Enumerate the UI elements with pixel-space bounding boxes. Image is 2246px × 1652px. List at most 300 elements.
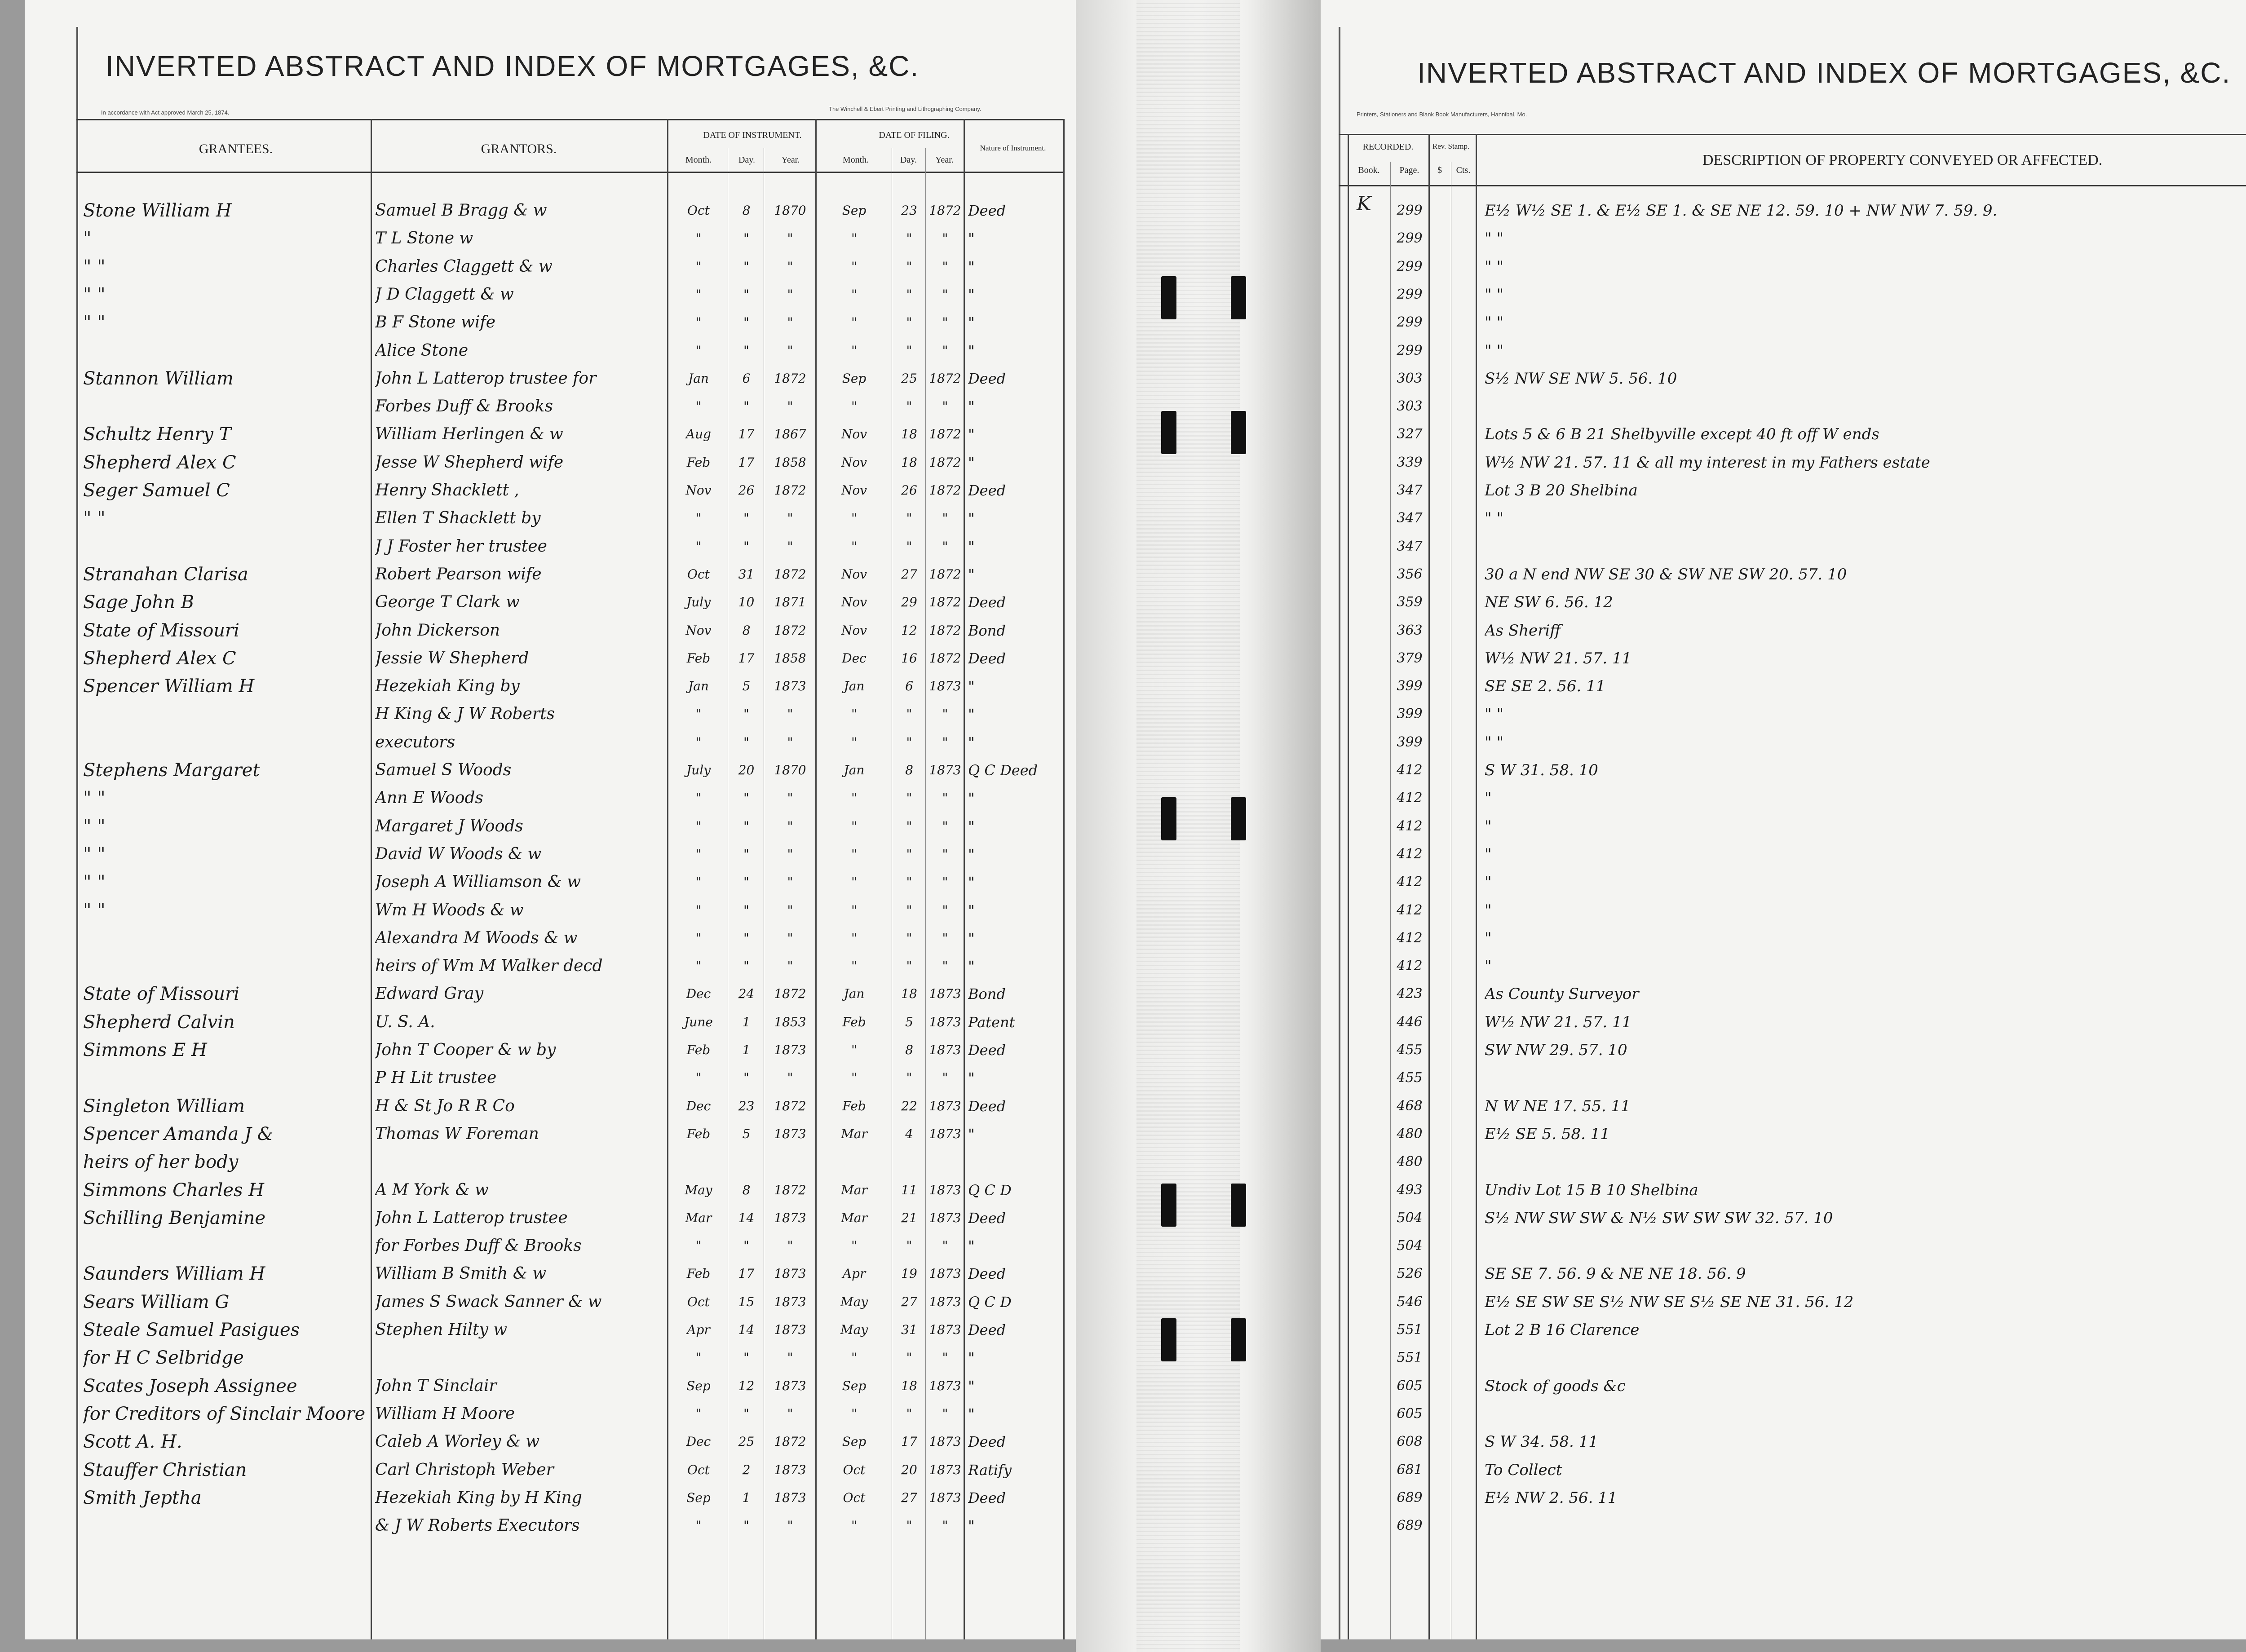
- grantor-cell: John T Sinclair: [375, 1377, 497, 1395]
- year-heading: Year.: [935, 155, 954, 165]
- property-description-cell: [1485, 1512, 2246, 1540]
- grantee-cell: Sears William G: [83, 1292, 230, 1312]
- filing-month-cell: [817, 1148, 892, 1176]
- property-description-cell: NE SW 6. 56. 12: [1485, 593, 1613, 611]
- instrument-year-cell: 1872: [774, 986, 806, 1001]
- grantor-cell: Samuel B Bragg & w: [375, 201, 547, 220]
- nature-cell: ": [968, 510, 975, 527]
- instrument-day-cell: 5: [742, 1126, 751, 1141]
- property-description-cell: [1485, 393, 2246, 420]
- page-number-cell: 299: [1397, 314, 1423, 330]
- filing-day-cell: 27: [901, 1294, 917, 1309]
- instrument-month-cell: ": [695, 931, 702, 945]
- month-heading: Month.: [842, 155, 869, 165]
- instrument-day-cell: 2: [742, 1462, 751, 1477]
- filing-year-cell: ": [942, 1070, 948, 1085]
- page-number-cell: 551: [1397, 1322, 1423, 1338]
- filing-month-cell: May: [840, 1322, 868, 1337]
- filing-day-cell: ": [906, 1238, 912, 1253]
- filing-day-cell: 31: [901, 1322, 917, 1337]
- page-number-cell: 299: [1397, 343, 1423, 358]
- instrument-day-cell: ": [743, 903, 749, 918]
- instrument-month-cell: Feb: [686, 651, 711, 666]
- filing-month-cell: Apr: [842, 1266, 866, 1281]
- nature-cell: Deed: [968, 202, 1006, 219]
- instrument-day-cell: ": [743, 707, 749, 721]
- grantee-cell: Steale Samuel Pasigues: [83, 1320, 300, 1340]
- filing-day-cell: 8: [905, 763, 913, 777]
- instrument-day-cell: ": [743, 343, 749, 358]
- grantor-cell: Ann E Woods: [375, 789, 483, 807]
- filing-year-cell: ": [942, 1518, 948, 1533]
- grantee-cell: [83, 393, 371, 420]
- page-number-cell: 493: [1397, 1182, 1423, 1198]
- filing-day-cell: 22: [901, 1099, 917, 1113]
- instrument-month-cell: July: [686, 595, 711, 610]
- instrument-month-cell: ": [695, 259, 702, 274]
- filing-month-cell: Nov: [841, 567, 867, 582]
- page-number-cell: 412: [1397, 846, 1423, 862]
- filing-month-cell: Jan: [844, 986, 865, 1001]
- instrument-month-cell: Jan: [688, 371, 709, 386]
- filing-year-cell: 1872: [929, 651, 961, 666]
- nature-cell: ": [968, 706, 975, 723]
- instrument-year-cell: 1873: [774, 1462, 806, 1477]
- filing-year-cell: 1873: [929, 679, 961, 693]
- filing-day-cell: ": [906, 511, 912, 526]
- property-description-cell: ": [1485, 957, 1492, 975]
- page-number-cell: 504: [1397, 1238, 1423, 1254]
- grantor-cell: William H Moore: [375, 1405, 515, 1423]
- instrument-day-cell: ": [743, 1350, 749, 1365]
- page-number-cell: 299: [1397, 203, 1423, 218]
- grantee-cell: " ": [83, 312, 106, 333]
- filing-month-cell: Feb: [842, 1099, 866, 1113]
- filing-year-cell: 1873: [929, 1183, 961, 1197]
- page-number-cell: 480: [1397, 1126, 1423, 1142]
- page-number-cell: 347: [1397, 539, 1423, 554]
- filing-day-cell: 12: [901, 623, 917, 638]
- filing-day-cell: 17: [901, 1434, 917, 1449]
- page-number-cell: 412: [1397, 958, 1423, 974]
- instrument-year-cell: 1858: [774, 651, 806, 666]
- nature-cell: ": [968, 398, 975, 415]
- filing-day-cell: ": [906, 287, 912, 302]
- instrument-month-cell: ": [695, 315, 702, 330]
- page-number-cell: 608: [1397, 1434, 1423, 1449]
- filing-month-cell: ": [851, 343, 857, 358]
- instrument-month-cell: ": [695, 231, 702, 246]
- instrument-month-cell: ": [695, 1350, 702, 1365]
- instrument-year-cell: ": [787, 707, 793, 721]
- grantee-cell: [83, 729, 371, 756]
- binder-hole: [1231, 1318, 1246, 1361]
- instrument-day-cell: ": [743, 231, 749, 246]
- year-heading: Year.: [781, 155, 800, 165]
- filing-month-cell: ": [851, 707, 857, 721]
- instrument-month-cell: Oct: [687, 567, 710, 582]
- nature-cell: Deed: [968, 1433, 1006, 1450]
- grantee-cell: " ": [83, 284, 106, 305]
- instrument-day-cell: 26: [738, 483, 755, 498]
- page-edges: [1136, 0, 1240, 1652]
- grantor-cell: David W Woods & w: [375, 845, 542, 863]
- filing-day-cell: 19: [901, 1266, 917, 1281]
- grantee-cell: [83, 1512, 371, 1540]
- instrument-month-cell: ": [695, 819, 702, 834]
- instrument-year-cell: 1873: [774, 1210, 806, 1225]
- description-heading: DESCRIPTION OF PROPERTY CONVEYED OR AFFECTED.: [1702, 152, 2103, 168]
- filing-month-cell: ": [851, 847, 857, 861]
- nature-heading: Nature of Instrument.: [980, 144, 1046, 152]
- imprint-left: Printers, Stationers and Blank Book Manufacturers, Hannibal, Mo.: [1357, 111, 1527, 118]
- instrument-month-cell: Sep: [686, 1490, 711, 1505]
- header-top-rule: [76, 119, 1065, 120]
- nature-cell: ": [968, 734, 975, 751]
- filing-month-cell: Sep: [842, 1378, 867, 1393]
- instrument-day-cell: ": [743, 1518, 749, 1533]
- instrument-month-cell: Jan: [688, 679, 709, 693]
- instrument-month-cell: ": [695, 287, 702, 302]
- filing-month-cell: Feb: [842, 1015, 866, 1029]
- instrument-year-cell: ": [787, 399, 793, 414]
- instrument-year-cell: ": [787, 875, 793, 889]
- nature-cell: ": [968, 230, 975, 247]
- grantee-cell: " ": [83, 788, 106, 808]
- filing-day-cell: 5: [905, 1015, 913, 1029]
- property-description-cell: ": [1485, 873, 1492, 891]
- filing-month-cell: Sep: [842, 1434, 867, 1449]
- property-description-cell: N W NE 17. 55. 11: [1485, 1097, 1631, 1115]
- instrument-month-cell: ": [695, 539, 702, 554]
- left-ledger-page: [25, 0, 1076, 1639]
- instrument-day-cell: ": [743, 931, 749, 945]
- page-number-cell: 546: [1397, 1294, 1423, 1310]
- grantor-cell: Henry Shacklett ,: [375, 481, 519, 499]
- header-bottom-rule: [76, 172, 1065, 173]
- instrument-month-cell: Aug: [685, 427, 712, 442]
- filing-year-cell: 1873: [929, 1462, 961, 1477]
- page-number-cell: 689: [1397, 1490, 1423, 1506]
- day-heading: Day.: [738, 155, 756, 165]
- instrument-day-cell: ": [743, 959, 749, 973]
- instrument-year-cell: 1872: [774, 567, 806, 582]
- filing-day-cell: ": [906, 707, 912, 721]
- grantor-cell: Robert Pearson wife: [375, 565, 542, 583]
- instrument-day-cell: ": [743, 315, 749, 330]
- grantor-cell: Hezekiah King by: [375, 677, 520, 695]
- page-number-cell: 605: [1397, 1406, 1423, 1422]
- instrument-year-cell: 1867: [774, 427, 806, 442]
- grantor-cell: [375, 1148, 663, 1176]
- grantee-cell: Schilling Benjamine: [83, 1208, 266, 1228]
- filing-year-cell: ": [942, 791, 948, 805]
- filing-day-cell: 23: [901, 203, 917, 218]
- filing-day-cell: ": [906, 1406, 912, 1421]
- filing-year-cell: ": [942, 847, 948, 861]
- filing-month-cell: May: [840, 1294, 868, 1309]
- grantor-cell: P H Lit trustee: [375, 1069, 497, 1087]
- instrument-month-cell: Dec: [686, 1099, 711, 1113]
- grantee-cell: State of Missouri: [83, 620, 239, 641]
- grantee-cell: Schultz Henry T: [83, 424, 231, 445]
- grantor-cell: John L Latterop trustee: [375, 1209, 568, 1227]
- filing-year-cell: ": [942, 315, 948, 330]
- property-description-cell: " ": [1485, 509, 1504, 527]
- filing-month-cell: ": [851, 231, 857, 246]
- filing-day-cell: 26: [901, 483, 917, 498]
- instrument-year-cell: 1871: [774, 595, 806, 610]
- grantors-heading: GRANTORS.: [481, 141, 557, 156]
- filing-month-cell: ": [851, 819, 857, 834]
- instrument-day-cell: 8: [742, 1183, 751, 1197]
- instrument-year-cell: ": [787, 343, 793, 358]
- filing-year-cell: ": [942, 959, 948, 973]
- filing-month-cell: Nov: [841, 595, 867, 610]
- grantor-cell: & J W Roberts Executors: [375, 1516, 580, 1535]
- filing-month-cell: Mar: [841, 1210, 867, 1225]
- grantor-cell: J D Claggett & w: [375, 285, 514, 304]
- filing-day-cell: ": [906, 259, 912, 274]
- instrument-year-cell: 1873: [774, 1126, 806, 1141]
- page-number-cell: 412: [1397, 818, 1423, 834]
- imprint-right: The Winchell & Ebert Printing and Lithographing Company.: [829, 106, 982, 112]
- grantee-cell: ": [83, 228, 92, 249]
- nature-cell: Q C D: [968, 1294, 1012, 1311]
- filing-month-cell: Jan: [844, 763, 865, 777]
- grantor-cell: Stephen Hilty w: [375, 1321, 508, 1339]
- grantor-cell: for Forbes Duff & Brooks: [375, 1237, 582, 1255]
- filing-year-cell: 1872: [929, 567, 961, 582]
- grantee-cell: Shepherd Calvin: [83, 1012, 235, 1033]
- property-description-cell: [1485, 1148, 2246, 1176]
- instrument-day-cell: 31: [738, 567, 755, 582]
- filing-day-cell: 27: [901, 567, 917, 582]
- filing-year-cell: ": [942, 511, 948, 526]
- nature-cell: ": [968, 1378, 975, 1395]
- instrument-month-cell: ": [695, 875, 702, 889]
- page-number-cell: 455: [1397, 1070, 1423, 1086]
- filing-day-cell: ": [906, 1518, 912, 1533]
- filing-year-cell: ": [942, 287, 948, 302]
- grantee-cell: Spencer Amanda J &: [83, 1124, 274, 1144]
- instrument-year-cell: 1873: [774, 1042, 806, 1057]
- instrument-year-cell: 1872: [774, 1434, 806, 1449]
- nature-cell: ": [968, 1237, 975, 1254]
- grantee-cell: [83, 337, 371, 365]
- property-description-cell: S W 34. 58. 11: [1485, 1433, 1598, 1451]
- column-rule: [964, 119, 965, 1639]
- grantee-cell: Stannon William: [83, 368, 234, 389]
- column-rule: [1348, 134, 1349, 1639]
- property-description-cell: E½ NW 2. 56. 11: [1485, 1489, 1618, 1507]
- grantor-cell: Jesse W Shepherd wife: [375, 453, 564, 472]
- instrument-year-cell: [765, 1148, 815, 1176]
- instrument-month-cell: ": [695, 399, 702, 414]
- instrument-month-cell: ": [695, 1518, 702, 1533]
- property-description-cell: E½ SE 5. 58. 11: [1485, 1125, 1610, 1143]
- page-number-cell: 347: [1397, 482, 1423, 498]
- property-description-cell: " ": [1485, 314, 1504, 331]
- property-description-cell: Lot 2 B 16 Clarence: [1485, 1321, 1640, 1339]
- grantor-cell: William Herlingen & w: [375, 425, 563, 443]
- grantees-heading: GRANTEES.: [199, 141, 273, 156]
- instrument-month-cell: ": [695, 903, 702, 918]
- page-number-cell: 605: [1397, 1378, 1423, 1394]
- page-number-cell: 399: [1397, 706, 1423, 722]
- filing-day-cell: 16: [901, 651, 917, 666]
- instrument-year-cell: 1873: [774, 1294, 806, 1309]
- grantor-cell: J J Foster her trustee: [375, 537, 547, 556]
- binder-hole: [1161, 411, 1176, 454]
- instrument-day-cell: 10: [738, 595, 755, 610]
- filing-month-cell: Oct: [843, 1462, 866, 1477]
- instrument-year-cell: ": [787, 539, 793, 554]
- grantor-cell: H King & J W Roberts: [375, 705, 555, 723]
- grantee-cell: " ": [83, 844, 106, 865]
- grantee-cell: State of Missouri: [83, 984, 239, 1004]
- page-number-cell: 412: [1397, 874, 1423, 890]
- filing-month-cell: Mar: [841, 1183, 867, 1197]
- date-instrument-heading: DATE OF INSTRUMENT.: [703, 130, 802, 140]
- page-heading: Page.: [1399, 165, 1419, 175]
- grantor-cell: U. S. A.: [375, 1013, 435, 1031]
- nature-cell: ": [968, 342, 975, 359]
- instrument-day-cell: ": [743, 819, 749, 834]
- nature-cell: ": [968, 846, 975, 863]
- instrument-year-cell: ": [787, 1238, 793, 1253]
- day-heading: Day.: [900, 155, 917, 165]
- filing-month-cell: ": [851, 287, 857, 302]
- right-ledger-page: [1321, 0, 2246, 1639]
- instrument-year-cell: ": [787, 1070, 793, 1085]
- instrument-day-cell: 1: [742, 1042, 751, 1057]
- page-number-cell: 356: [1397, 566, 1423, 582]
- grantor-cell: T L Stone w: [375, 229, 473, 247]
- grantor-cell: Alice Stone: [375, 341, 469, 360]
- column-rule: [371, 119, 372, 1639]
- date-filing-heading: DATE OF FILING.: [879, 130, 950, 140]
- instrument-year-cell: ": [787, 1350, 793, 1365]
- instrument-year-cell: 1873: [774, 679, 806, 693]
- filing-day-cell: ": [906, 1350, 912, 1365]
- filing-year-cell: ": [942, 931, 948, 945]
- grantor-cell: Carl Christoph Weber: [375, 1461, 554, 1479]
- filing-day-cell: ": [906, 875, 912, 889]
- instrument-day-cell: 6: [742, 371, 751, 386]
- property-description-cell: 30 a N end NW SE 30 & SW NE SW 20. 57. 10: [1485, 565, 1847, 583]
- instrument-year-cell: ": [787, 315, 793, 330]
- grantee-cell: [83, 700, 371, 728]
- property-description-cell: [1485, 1064, 2246, 1092]
- nature-cell: ": [968, 930, 975, 947]
- instrument-day-cell: ": [743, 399, 749, 414]
- page-title: INVERTED ABSTRACT AND INDEX OF MORTGAGES, &C.: [106, 50, 920, 82]
- grantor-cell: Jessie W Shepherd: [375, 649, 529, 667]
- filing-day-cell: 11: [901, 1183, 917, 1197]
- instrument-day-cell: ": [743, 539, 749, 554]
- instrument-day-cell: ": [743, 875, 749, 889]
- binder-hole: [1231, 276, 1246, 319]
- page-number-cell: 412: [1397, 930, 1423, 946]
- instrument-month-cell: ": [695, 707, 702, 721]
- filing-year-cell: 1873: [929, 1015, 961, 1029]
- grantor-cell: heirs of Wm M Walker decd: [375, 957, 603, 975]
- property-description-cell: E½ W½ SE 1. & E½ SE 1. & SE NE 12. 59. 10 + NW NW 7. 59. 9.: [1485, 202, 1998, 220]
- grantor-cell: Hezekiah King by H King: [375, 1489, 582, 1507]
- nature-cell: Deed: [968, 1321, 1006, 1338]
- page-number-cell: 303: [1397, 371, 1423, 386]
- instrument-month-cell: ": [695, 791, 702, 805]
- filing-year-cell: 1873: [929, 986, 961, 1001]
- property-description-cell: [1485, 1232, 2246, 1260]
- filing-year-cell: 1873: [929, 1378, 961, 1393]
- grantee-cell: for Creditors of Sinclair Moore: [83, 1404, 366, 1424]
- recorded-heading: RECORDED.: [1362, 142, 1414, 152]
- instrument-year-cell: ": [787, 959, 793, 973]
- page-number-cell: 504: [1397, 1210, 1423, 1226]
- instrument-year-cell: ": [787, 735, 793, 750]
- filing-month-cell: ": [851, 1350, 857, 1365]
- page-number-cell: 299: [1397, 287, 1423, 302]
- property-description-cell: ": [1485, 789, 1492, 807]
- filing-year-cell: 1872: [929, 455, 961, 470]
- filing-month-cell: ": [851, 931, 857, 945]
- grantee-cell: Scott A. H.: [83, 1431, 182, 1452]
- instrument-month-cell: ": [695, 847, 702, 861]
- property-description-cell: " ": [1485, 342, 1504, 360]
- filing-day-cell: ": [906, 399, 912, 414]
- instrument-day-cell: 8: [742, 623, 751, 638]
- instrument-day-cell: 17: [738, 1266, 755, 1281]
- filing-month-cell: ": [851, 511, 857, 526]
- nature-cell: ": [968, 1517, 975, 1534]
- filing-year-cell: ": [942, 539, 948, 554]
- filing-month-cell: ": [851, 875, 857, 889]
- filing-year-cell: ": [942, 903, 948, 918]
- grantor-cell: Margaret J Woods: [375, 817, 523, 835]
- instrument-day-cell: 15: [738, 1294, 755, 1309]
- instrument-month-cell: Apr: [687, 1322, 710, 1337]
- instrument-month-cell: Oct: [687, 1462, 710, 1477]
- grantee-cell: " ": [83, 900, 106, 921]
- nature-cell: ": [968, 790, 975, 807]
- grantor-cell: Forbes Duff & Brooks: [375, 397, 553, 415]
- filing-day-cell: 8: [905, 1042, 913, 1057]
- nature-cell: ": [968, 874, 975, 891]
- nature-cell: ": [968, 258, 975, 275]
- instrument-month-cell: Dec: [686, 986, 711, 1001]
- filing-year-cell: 1873: [929, 1490, 961, 1505]
- instrument-month-cell: Feb: [686, 455, 711, 470]
- property-description-cell: " ": [1485, 733, 1504, 751]
- grantor-cell: Charles Claggett & w: [375, 257, 553, 276]
- instrument-year-cell: ": [787, 931, 793, 945]
- instrument-month-cell: [669, 1148, 728, 1176]
- cents-heading: Cts.: [1456, 165, 1471, 175]
- grantee-cell: Shepherd Alex C: [83, 648, 236, 669]
- instrument-month-cell: Nov: [685, 483, 712, 498]
- grantee-cell: Simmons E H: [83, 1040, 207, 1060]
- binder-hole: [1231, 411, 1246, 454]
- column-rule: [1063, 119, 1065, 1639]
- filing-day-cell: ": [906, 819, 912, 834]
- grantee-cell: Seger Samuel C: [83, 480, 230, 501]
- instrument-day-cell: 8: [742, 203, 751, 218]
- page-number-cell: 327: [1397, 426, 1423, 442]
- grantee-cell: Singleton William: [83, 1096, 245, 1117]
- page-number-cell: 412: [1397, 790, 1423, 806]
